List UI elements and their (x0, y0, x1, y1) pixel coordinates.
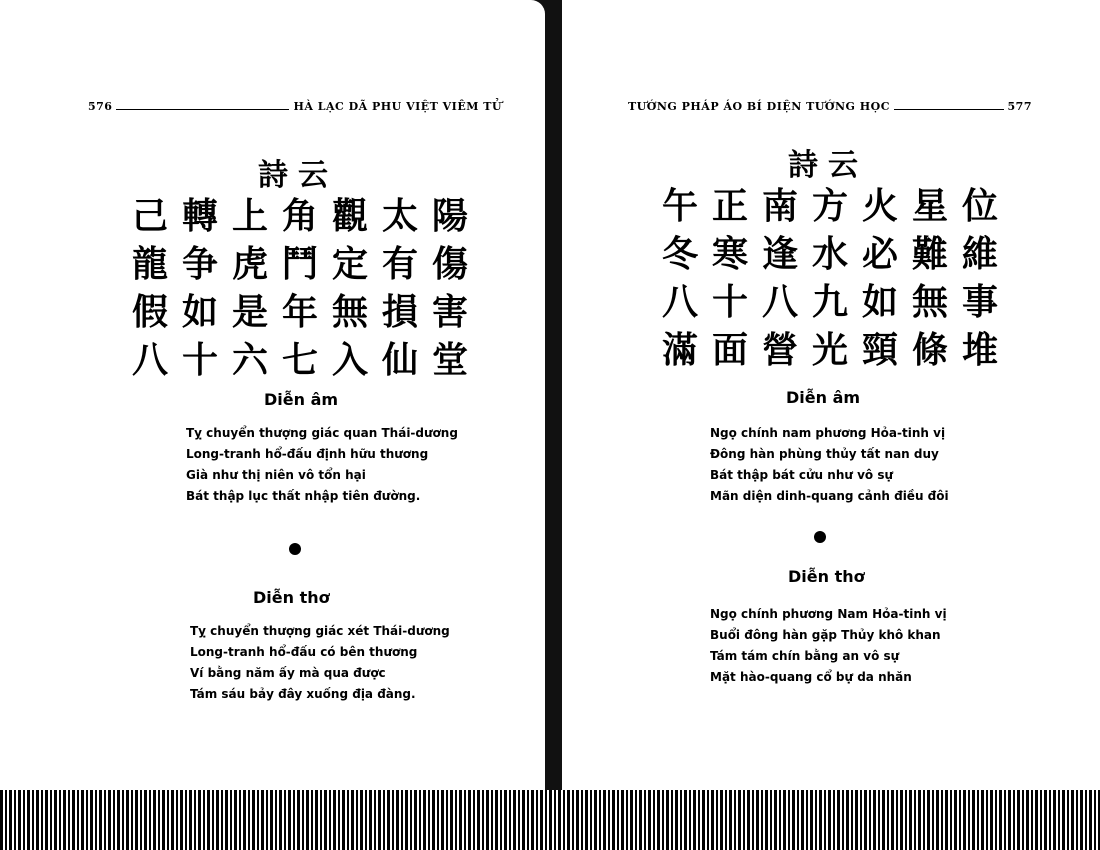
han-character: 八 (761, 281, 798, 323)
han-character: 堆 (961, 329, 998, 371)
han-verse-line (655, 182, 1005, 230)
han-character: 龍 (131, 243, 168, 285)
han-character: 方 (811, 185, 848, 227)
right-header-title: TƯỚNG PHÁP ÁO BÍ DIỆN TƯỚNG HỌC (628, 100, 890, 113)
han-character: 無 (331, 291, 368, 333)
left-han-verse (125, 192, 475, 384)
han-character: 六 (231, 339, 268, 381)
left-page (0, 0, 545, 790)
section-bullet (814, 531, 826, 543)
han-character: 陽 (431, 195, 468, 237)
right-dien-tho-title: Diễn thơ (788, 567, 865, 586)
han-character: 年 (281, 291, 318, 333)
han-character: 有 (381, 243, 418, 285)
verse-line: Già như thị niên vô tổn hại (186, 468, 366, 482)
han-character: 假 (131, 291, 168, 333)
han-character: 位 (961, 185, 998, 227)
han-character: 難 (911, 233, 948, 275)
left-dien-tho-title: Diễn thơ (253, 588, 330, 607)
han-character: 損 (381, 291, 418, 333)
han-character: 面 (711, 329, 748, 371)
han-character: 上 (231, 195, 268, 237)
section-bullet (289, 543, 301, 555)
han-verse-line (125, 288, 475, 336)
left-dien-am-verse (186, 423, 458, 507)
verse-line: Buổi đông hàn gặp Thủy khô khan (710, 628, 941, 642)
han-character: 己 (131, 195, 168, 237)
han-character: 堂 (431, 339, 468, 381)
han-character: 火 (861, 185, 898, 227)
verse-line: Ngọ chính nam phương Hỏa-tinh vị (710, 426, 946, 440)
han-character: 是 (231, 291, 268, 333)
verse-line: Tám tám chín bằng an vô sự (710, 649, 900, 663)
han-character: 十 (181, 339, 218, 381)
verse-line: Bát thập lục thất nhập tiên đường. (186, 489, 421, 503)
han-character: 八 (131, 339, 168, 381)
han-character: 虎 (231, 243, 268, 285)
verse-line: Long-tranh hổ-đấu có bên thương (190, 645, 418, 659)
han-character: 太 (381, 195, 418, 237)
header-rule (894, 109, 1004, 110)
han-character: 轉 (181, 195, 218, 237)
verse-line: Đông hàn phùng thủy tất nan duy (710, 447, 939, 461)
scan-edge-strip (0, 790, 1100, 850)
right-dien-am-verse (710, 423, 949, 507)
right-page-number: 577 (1007, 100, 1032, 113)
han-character: 水 (811, 233, 848, 275)
han-character: 鬥 (281, 243, 318, 285)
han-character: 星 (911, 185, 948, 227)
han-character: 滿 (661, 329, 698, 371)
han-character: 正 (711, 185, 748, 227)
han-character: 寒 (711, 233, 748, 275)
han-character: 争 (181, 243, 218, 285)
verse-line: Ví bằng năm ấy mà qua được (190, 666, 386, 680)
right-dien-tho-verse (710, 604, 947, 688)
verse-line: Bát thập bát cửu như vô sự (710, 468, 894, 482)
han-character: 觀 (331, 195, 368, 237)
verse-line: Mãn diện dinh-quang cảnh điều đôi (710, 489, 949, 503)
han-character: 頸 (861, 329, 898, 371)
han-verse-line (655, 230, 1005, 278)
header-rule (116, 109, 289, 110)
han-character: 營 (761, 329, 798, 371)
right-page (562, 0, 1100, 790)
han-character: 定 (331, 243, 368, 285)
left-dien-am-title: Diễn âm (264, 390, 339, 409)
han-character: 九 (811, 281, 848, 323)
left-header-title: HÀ LẠC DÃ PHU VIỆT VIÊM TỬ (293, 100, 502, 113)
han-character: 七 (281, 339, 318, 381)
han-verse-line (125, 192, 475, 240)
verse-line: Long-tranh hổ-đấu định hữu thương (186, 447, 429, 461)
verse-line: Ngọ chính phương Nam Hỏa-tinh vị (710, 607, 947, 621)
left-page-header (88, 100, 502, 113)
left-page-number: 576 (88, 100, 113, 113)
han-verse-line (125, 240, 475, 288)
han-character: 害 (431, 291, 468, 333)
han-character: 維 (961, 233, 998, 275)
right-dien-am-title: Diễn âm (786, 388, 861, 407)
verse-line: Tỵ chuyển thượng giác quan Thái-dương (186, 426, 458, 440)
han-character: 午 (661, 185, 698, 227)
han-character: 南 (761, 185, 798, 227)
han-verse-line (655, 326, 1005, 374)
han-verse-line (125, 336, 475, 384)
han-character: 條 (911, 329, 948, 371)
right-page-header (628, 100, 1032, 113)
han-character: 冬 (661, 233, 698, 275)
han-character: 光 (811, 329, 848, 371)
right-han-verse (655, 182, 1005, 374)
han-character: 必 (861, 233, 898, 275)
han-character: 十 (711, 281, 748, 323)
left-poem-title: 詩云 (258, 158, 338, 193)
left-dien-tho-verse (190, 621, 450, 705)
han-character: 逢 (761, 233, 798, 275)
han-character: 入 (331, 339, 368, 381)
verse-line: Mặt hào-quang cổ bự da nhăn (710, 670, 912, 684)
han-character: 傷 (431, 243, 468, 285)
verse-line: Tám sáu bảy đây xuống địa đàng. (190, 687, 416, 701)
han-character: 事 (961, 281, 998, 323)
han-character: 無 (911, 281, 948, 323)
right-poem-title: 詩云 (788, 148, 868, 183)
han-character: 仙 (381, 339, 418, 381)
han-character: 如 (861, 281, 898, 323)
verse-line: Tỵ chuyển thượng giác xét Thái-dương (190, 624, 450, 638)
han-character: 如 (181, 291, 218, 333)
han-character: 角 (281, 195, 318, 237)
han-character: 八 (661, 281, 698, 323)
han-verse-line (655, 278, 1005, 326)
